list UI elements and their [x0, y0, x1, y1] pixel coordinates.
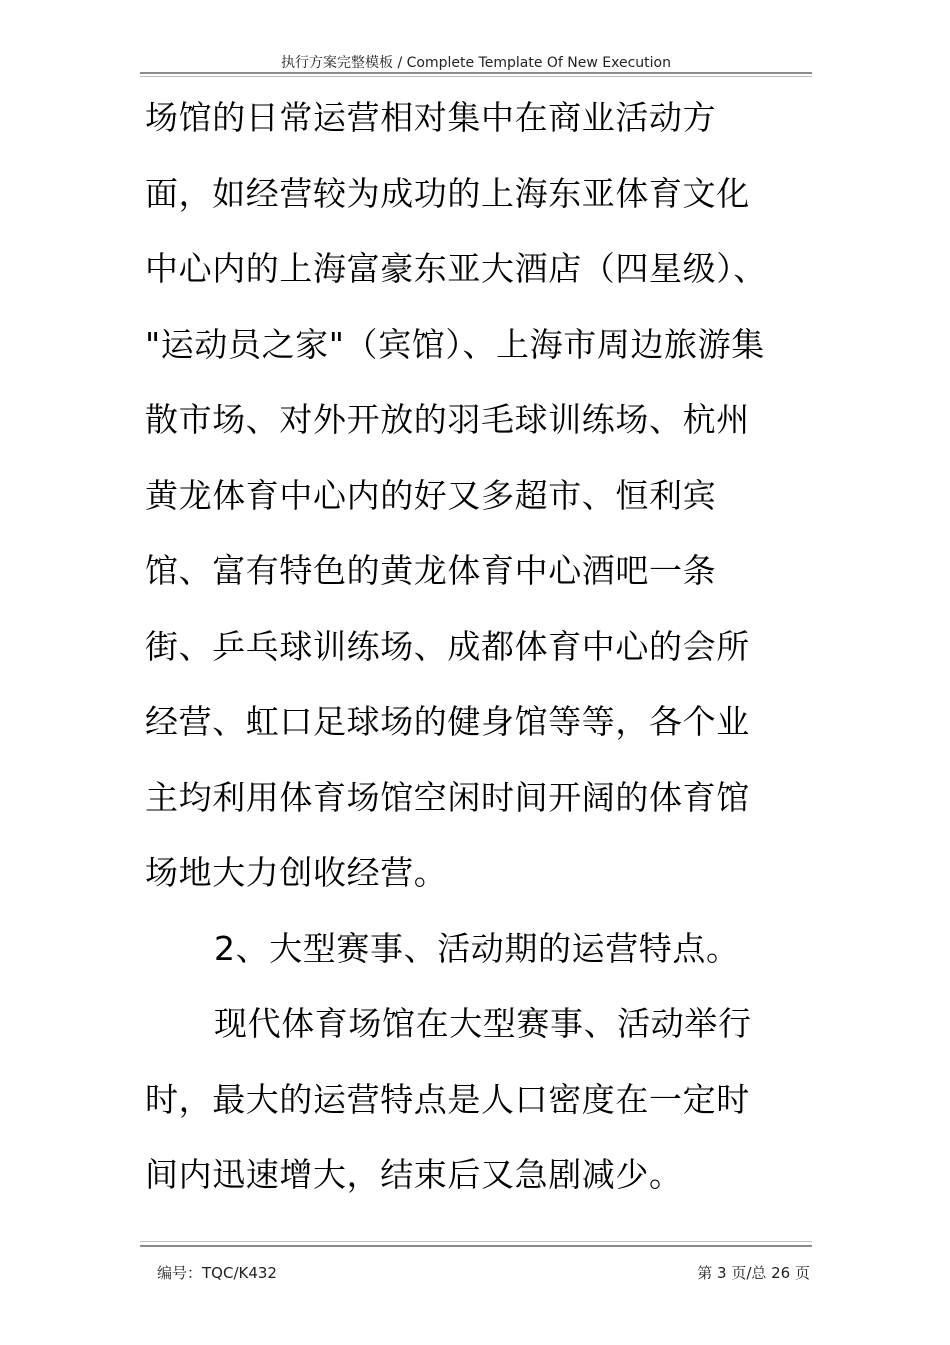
paragraph-1-line: 散市场、对外开放的羽毛球训练场、杭州 [145, 400, 750, 439]
paragraph-1-line: 经营、虹口足球场的健身馆等等，各个业 [145, 702, 750, 741]
document-code: 编号：TQC/K432 [157, 1264, 277, 1282]
paragraph-1-line: 场馆的日常运营相对集中在商业活动方 [145, 98, 717, 137]
footer-rule-thin [140, 1241, 812, 1242]
paragraph-1-line: 面，如经营较为成功的上海东亚体育文化 [145, 173, 750, 213]
header-rule-thin [140, 76, 812, 77]
paragraph-1-line: 中心内的上海富豪东亚大酒店（四星级）、 [145, 249, 767, 288]
paragraph-1 [145, 80, 805, 911]
paragraph-1-line: 黄龙体育中心内的好又多超市、恒利宾 [145, 475, 717, 515]
paragraph-3-line: 时，最大的运营特点是人口密度在一定时 [145, 1079, 750, 1119]
section-heading-2: 2、大型赛事、活动期的运营特点。 [214, 928, 740, 968]
paragraph-1-line: 主均利用体育场馆空闲时间开阔的体育馆 [145, 777, 750, 817]
document-body [145, 80, 805, 1213]
paragraph-1-line: "运动员之家"（宾馆）、上海市周边旅游集 [145, 324, 765, 364]
header-rule-thick [140, 72, 812, 74]
paragraph-3-line: 间内迅速增大，结束后又急剧减少。 [145, 1155, 683, 1194]
paragraph-1-line: 街、乒乓球训练场、成都体育中心的会所 [145, 626, 750, 666]
page-header-title: 执行方案完整模板 / Complete Template Of New Execution [281, 55, 671, 71]
footer-rule-thick [140, 1245, 812, 1247]
page-number: 第 3 页/总 26 页 [697, 1264, 810, 1282]
paragraph-3-line: 现代体育场馆在大型赛事、活动举行 [214, 1004, 752, 1043]
paragraph-1-line: 馆、富有特色的黄龙体育中心酒吧一条 [145, 551, 717, 590]
paragraph-3 [145, 986, 805, 1213]
paragraph-1-line: 场地大力创收经营。 [145, 853, 448, 892]
